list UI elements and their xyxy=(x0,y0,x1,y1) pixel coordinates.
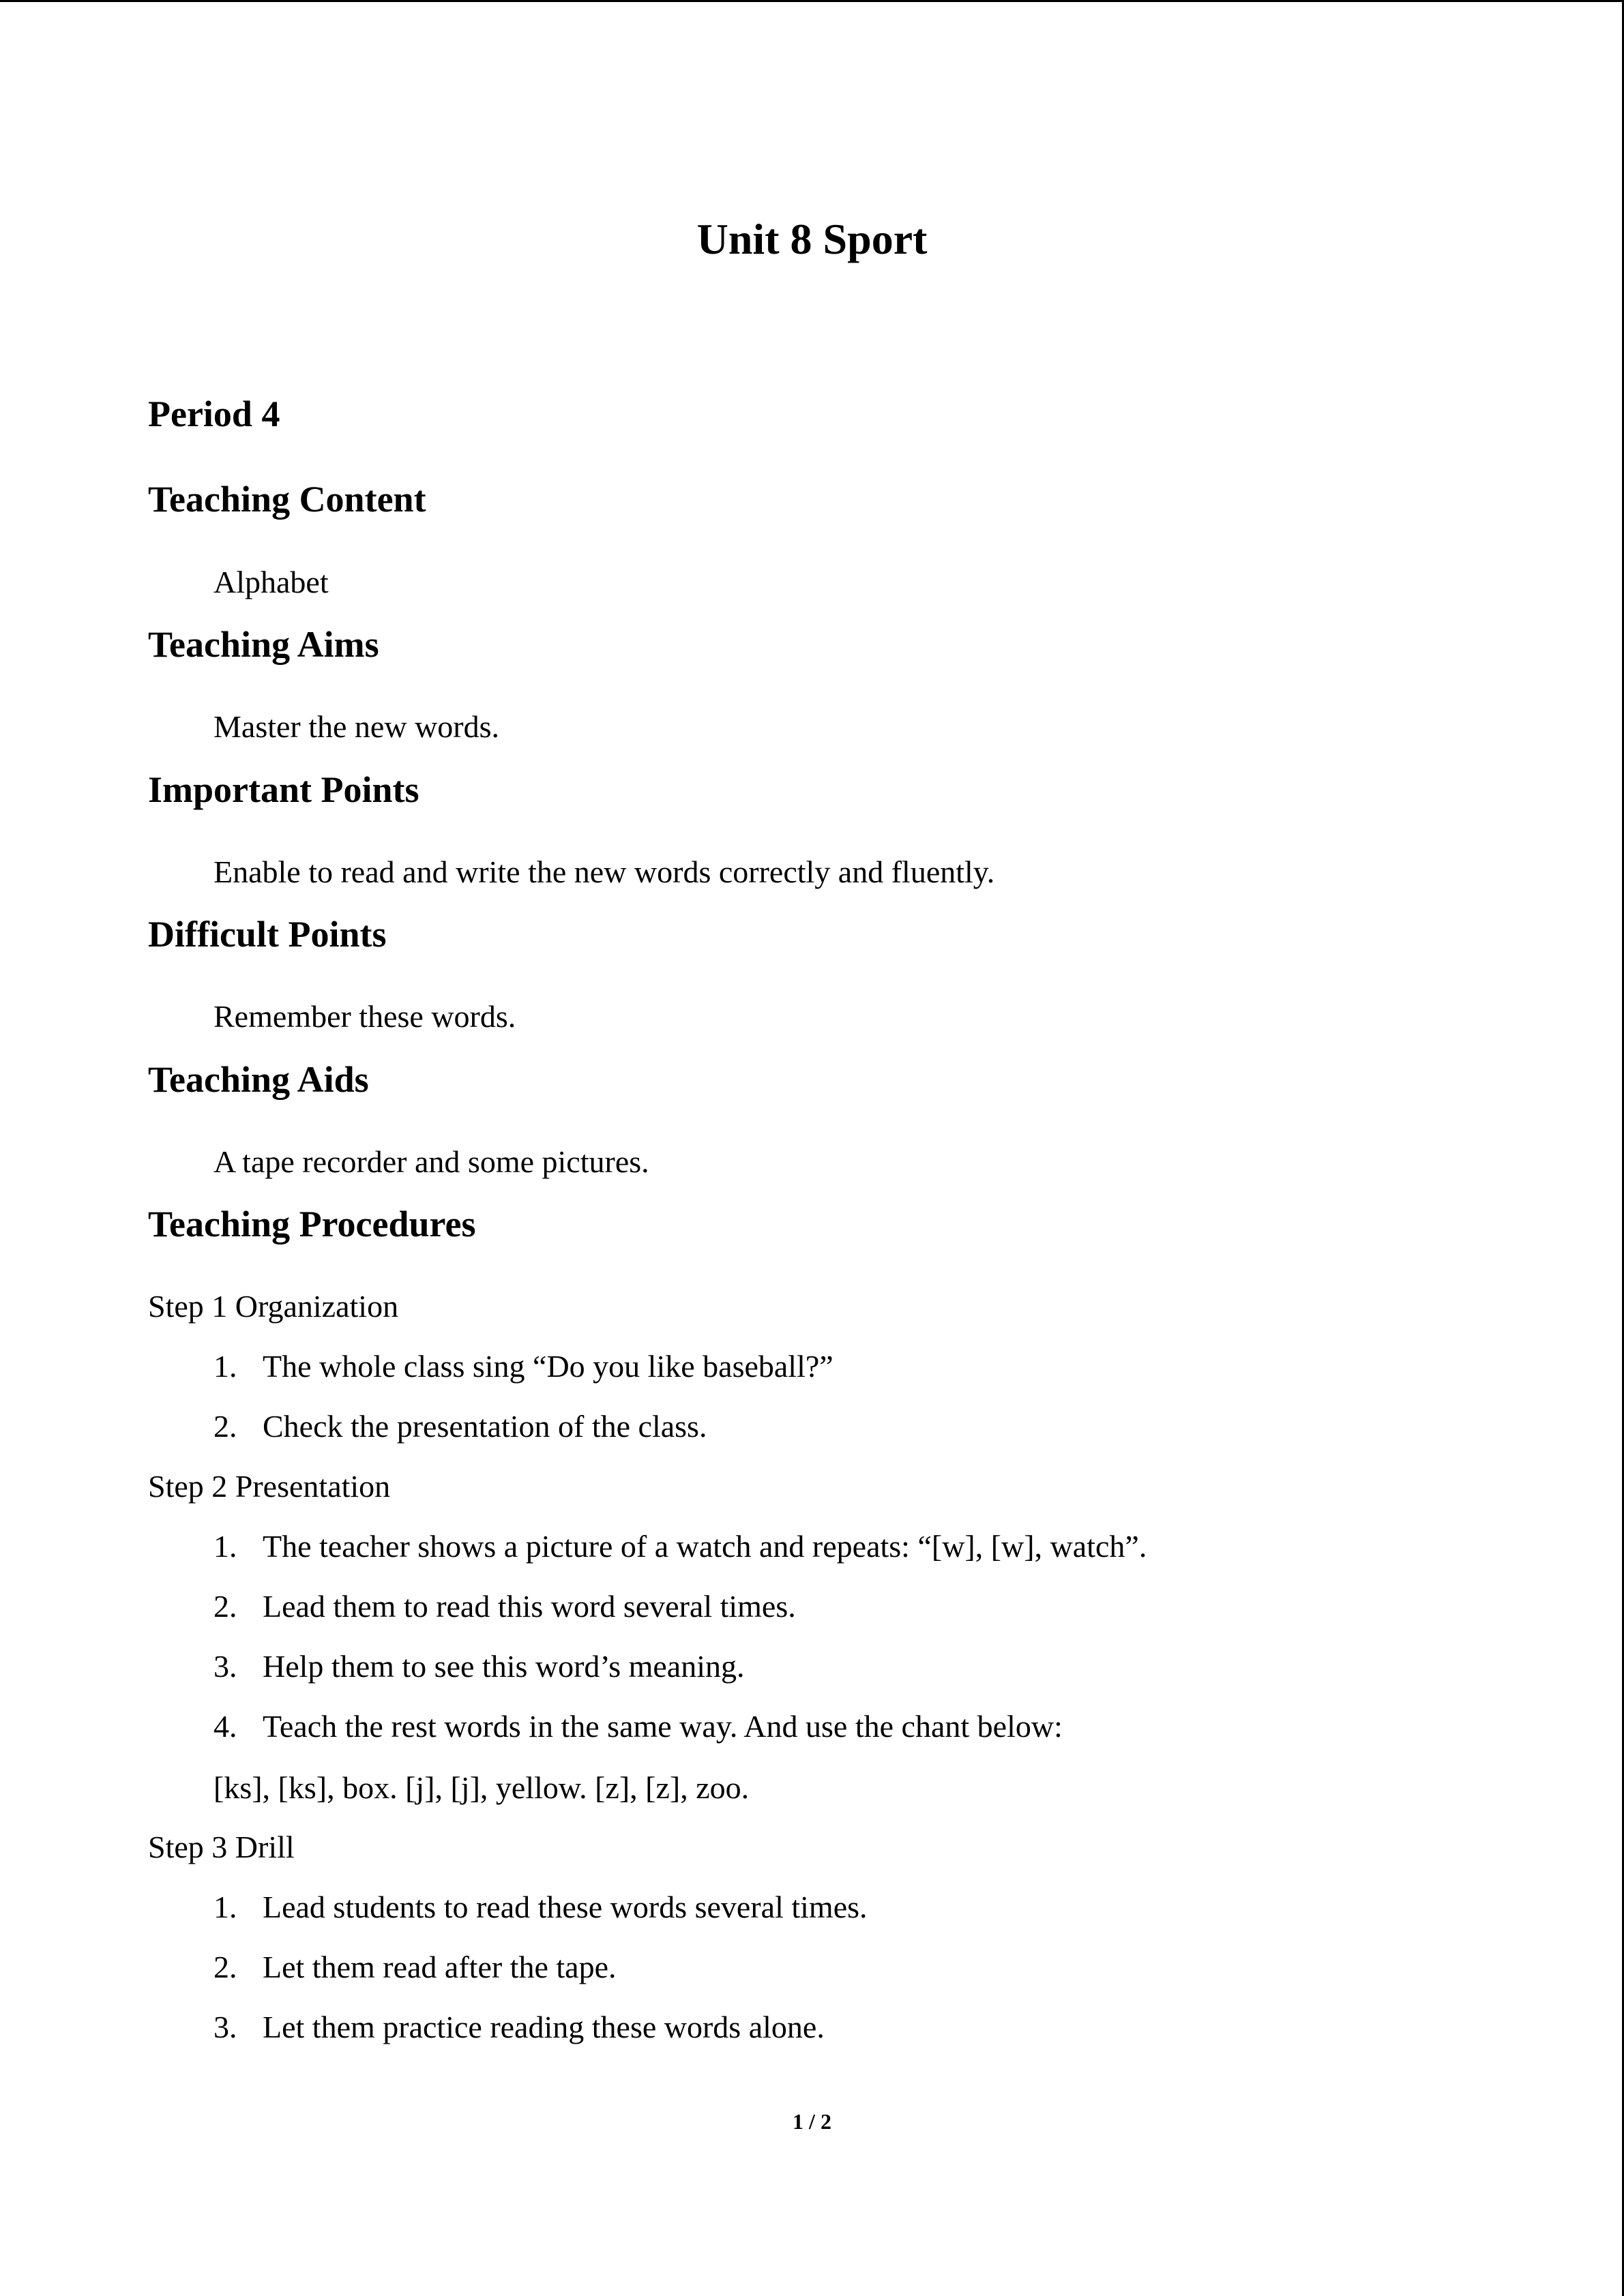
step3-item xyxy=(213,1892,868,1923)
item-text: Let them read after the tape. xyxy=(263,1950,617,1984)
step1-item xyxy=(213,1351,833,1382)
item-text: The whole class sing “Do you like baseball?” xyxy=(263,1349,833,1384)
step2-label: Step 2 Presentation xyxy=(148,1469,391,1504)
document-title: Unit 8 Sport xyxy=(696,215,928,263)
item-text: The teacher shows a picture of a watch and repeats: “[w], [w], watch”. xyxy=(263,1529,1147,1564)
item-text: Lead students to read these words several times. xyxy=(263,1890,868,1924)
step3-item xyxy=(213,2012,825,2043)
step3-item xyxy=(213,1952,617,1983)
item-number: 3. xyxy=(213,1649,237,1684)
important-points-text: Enable to read and write the new words correctly and fluently. xyxy=(213,854,995,889)
item-text: Teach the rest words in the same way. And use the chant below: xyxy=(263,1709,1063,1744)
item-number: 2. xyxy=(213,1409,237,1444)
difficult-points-text: Remember these words. xyxy=(213,999,516,1034)
item-number: 2. xyxy=(213,1950,237,1984)
item-number: 3. xyxy=(213,2010,237,2044)
step3-label: Step 3 Drill xyxy=(148,1830,295,1864)
important-points-heading: Important Points xyxy=(148,769,419,810)
step2-item xyxy=(213,1531,1147,1562)
step1-item xyxy=(213,1411,707,1442)
teaching-aids-heading: Teaching Aids xyxy=(148,1059,369,1100)
item-text: Check the presentation of the class. xyxy=(263,1409,707,1444)
teaching-aims-heading: Teaching Aims xyxy=(148,624,379,665)
teaching-procedures-heading: Teaching Procedures xyxy=(148,1204,476,1244)
teaching-aids-text: A tape recorder and some pictures. xyxy=(213,1144,649,1179)
item-number: 2. xyxy=(213,1589,237,1624)
item-number: 1. xyxy=(213,1349,237,1384)
item-number: 1. xyxy=(213,1529,237,1564)
teaching-aims-text: Master the new words. xyxy=(213,709,500,744)
page-number: 1 / 2 xyxy=(793,2109,831,2134)
period-heading: Period 4 xyxy=(148,393,280,434)
item-text: Let them practice reading these words alone. xyxy=(263,2010,825,2044)
item-number: 4. xyxy=(213,1709,237,1744)
teaching-content-heading: Teaching Content xyxy=(148,479,426,520)
teaching-content-text: Alphabet xyxy=(213,565,329,599)
step2-item xyxy=(213,1711,1063,1742)
step2-item xyxy=(213,1651,745,1682)
step2-item xyxy=(213,1591,796,1622)
item-text: Lead them to read this word several times. xyxy=(263,1589,796,1624)
step1-label: Step 1 Organization xyxy=(148,1289,399,1324)
item-text: Help them to see this word’s meaning. xyxy=(263,1649,745,1684)
step2-chant: [ks], [ks], box. [j], [j], yellow. [z], [z], zoo. xyxy=(213,1770,750,1805)
difficult-points-heading: Difficult Points xyxy=(148,914,387,955)
item-number: 1. xyxy=(213,1890,237,1924)
